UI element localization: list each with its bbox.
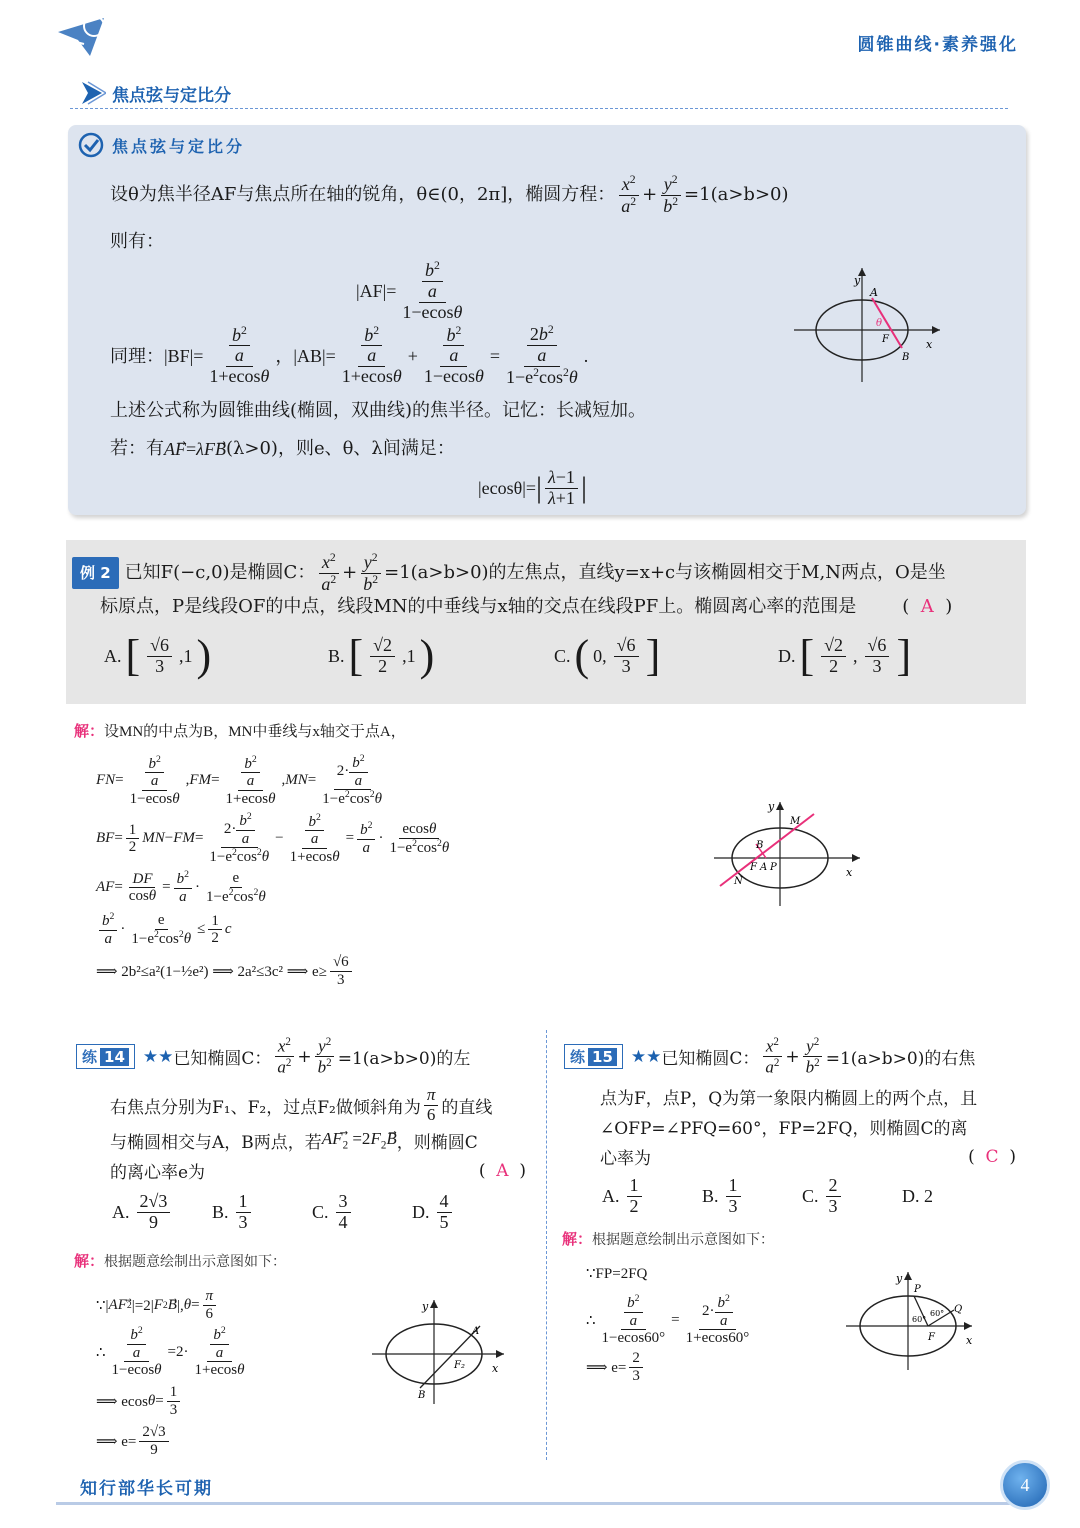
knowledge-title-text: 焦点弦与定比分 [112, 136, 246, 156]
solution-label: 解： [562, 1230, 593, 1248]
svg-text:P: P [770, 862, 777, 873]
knowledge-ratio-line: 若：有 AF⃗=λFB (λ>0)，则e、θ、λ间满足： [110, 436, 455, 462]
practice14-sol-eq2: ∴ $\frac{b^2}{a}$ 1−ecosθ =2· $\frac{b^2}{a}$ 1+ecosθ [96, 1325, 245, 1378]
knowledge-memo: 上述公式称为圆锥曲线(椭圆，双曲线)的焦半径。记忆：长减短加。 [110, 400, 647, 421]
practice15-answer: C [985, 1146, 999, 1167]
practice15-sol-eq3: ⟹ e= 2 3 [586, 1350, 646, 1384]
practice14-line3-text: 与椭圆相交与A，B两点，若 [110, 1133, 322, 1153]
example2-stem-a: 已知F(−c,0)是椭圆C： [124, 562, 316, 584]
svg-text:A: A [870, 286, 878, 299]
practice14-sol-eq4: ⟹ e= 2√3 9 [96, 1424, 172, 1458]
example-tag: 例 2 [72, 557, 119, 589]
footer-line [56, 1502, 1016, 1505]
svg-text:B: B [756, 840, 764, 851]
solution-intro-text: 根据题意绘制出示意图如下： [104, 1253, 287, 1270]
svg-text:F: F [882, 334, 889, 345]
svg-text:P: P [914, 1284, 921, 1295]
knowledge-line1-text: 设θ为焦半径AF与焦点所在轴的锐角，θ∈(0，2π]，椭圆方程： [110, 184, 616, 206]
svg-text:N: N [734, 876, 743, 887]
practice14-line3-b: ，则椭圆C [396, 1133, 478, 1153]
solution2-eq4: $b^2$ a · e $1-e^2\cos^2\theta$ ≤ 1 2 c [96, 912, 232, 947]
option-label: D. 2 [902, 1185, 933, 1206]
svg-text:F: F [750, 862, 757, 873]
page-number: 4 [1000, 1460, 1050, 1510]
practice14-line2-b: 的直线 [441, 1097, 493, 1118]
practice14-stem-a: 已知椭圆C： [173, 1049, 272, 1070]
example2-options [104, 631, 912, 680]
practice-tag-text: 练 [570, 1048, 586, 1067]
logo-icon [54, 10, 108, 62]
svg-text:Q: Q [954, 1304, 963, 1315]
solution-label: 解： [74, 1252, 105, 1270]
knowledge-title [78, 132, 245, 158]
svg-text:F: F [928, 1332, 935, 1343]
example2-stem-b: =1(a>b>0)的左焦点，直线y=x+c与该椭圆相交于M,N两点，O是坐 [384, 562, 946, 584]
svg-text:y: y [896, 1272, 903, 1285]
practice15-line4-text: 心率为 [600, 1149, 651, 1169]
svg-text:x: x [926, 338, 933, 351]
practice14-option-b[interactable]: B. 1 3 [212, 1192, 312, 1233]
practice15-sol-eq1: ∵FP=2FQ [586, 1266, 648, 1282]
ab-label: ，|AB|= [275, 345, 336, 366]
practice15-tag [564, 1044, 623, 1069]
knowledge-line1: 设θ为焦半径AF与焦点所在轴的锐角，θ∈(0，2π]，椭圆方程： $x^2$ $a^2$ + $\frac{y^2}{b^2}$ =1(a>b>0) [110, 173, 789, 216]
example2-option-c[interactable]: C. ( 0, √6 3 ] [554, 631, 661, 680]
option-label: A. [104, 645, 122, 666]
practice14-line3: 与椭圆相交与A，B两点，若 $AF_2⃗ =2F_2B$ ，则椭圆C [110, 1129, 478, 1153]
ellipse-diagram-practice14 [368, 1296, 514, 1406]
practice14-options [112, 1192, 455, 1233]
af-formula: |AF|= $\frac{\frac{b^2}{a}}{1-ecos\theta}$ [356, 259, 463, 322]
ratio-line-a: 若：有 [110, 438, 164, 459]
header-divider [70, 108, 1008, 109]
svg-text:60°: 60° [912, 1315, 927, 1324]
practice15-option-c[interactable]: C. 2 3 [802, 1176, 902, 1217]
practice14-line4: 的离心率e为 ( A ) [110, 1158, 526, 1183]
practice15-solution-intro [562, 1228, 774, 1249]
option-label: A. [602, 1185, 620, 1206]
difficulty-stars: ★★ [630, 1046, 662, 1067]
option-label: B. [328, 645, 345, 666]
solution2-intro [74, 720, 406, 741]
example2-stem-line1: 例 2 已知F(−c,0)是椭圆C： $x^2$ $a^2$ + $\frac{y^2}{b^2}$ =1(a>b>0)的左焦点，直线y=x+c与该椭圆相交于M,N两点，O是坐 [72, 552, 946, 595]
solution-intro-text: 根据题意绘制出示意图如下： [592, 1231, 775, 1248]
example2-option-a[interactable]: A. [ √6 3 ,1 ) [104, 631, 212, 680]
svg-text:A: A [760, 862, 768, 873]
practice15-line2: 点为F，点P，Q为第一象限内椭圆上的两个点，且 [600, 1089, 978, 1109]
svg-text:x: x [492, 1362, 499, 1375]
column-divider [546, 1030, 547, 1460]
solution2-eq1: FN = $\frac{b^2}{a}$ 1−ecosθ , FM = $\frac{b^2}{a}$ 1+ecosθ , MN = 2· $\frac{b^2}{a}$ $1-e^2\cos^2\theta$ [96, 753, 382, 807]
svg-text:B: B [902, 352, 910, 363]
practice14-stem-b: =1(a>b>0)的左 [337, 1049, 471, 1070]
solution2-eq5: ⟹ 2b²≤a²(1−½e²) ⟹ 2a²≤3c² ⟹ e≥ $\frac{√6}{3}$ [96, 954, 355, 988]
solution2-eq2: BF = 1 2 MN − FM = 2· $\frac{b^2}{a}$ $1-e^2\cos^2\theta$ − $\frac{b^2}{a}$ 1+ecosθ = $b^2$ a · ecosθ $1-e^2\cos^2\theta$ [96, 811, 450, 865]
practice14-sol-eq1: ∵| AF 2 ⃗|=2| F 2 B ⃗|, θ = π 6 [96, 1288, 219, 1322]
practice15-stem-b: =1(a>b>0)的右焦 [825, 1049, 976, 1070]
example2-stem-line2: 标原点，P是线段OF的中点，线段MN的中垂线与x轴的交点在线段PF上。椭圆离心率的范围是 ( A ) [100, 594, 952, 620]
ellipse-condition: =1(a>b>0) [684, 184, 789, 206]
difficulty-stars: ★★ [142, 1046, 174, 1067]
ellipse-diagram-practice15 [842, 1268, 982, 1372]
practice14-sol-eq3: ⟹ ecos θ = 1 3 [96, 1384, 183, 1418]
ellipse-diagram-knowledge [790, 262, 950, 386]
svg-text:y: y [422, 1300, 429, 1313]
option-label: C. [802, 1185, 819, 1206]
option-label: C. [554, 645, 571, 666]
example2-option-b[interactable]: B. [ √2 2 ,1 ) [328, 631, 435, 680]
practice14-option-c[interactable]: C. 3 4 [312, 1192, 412, 1233]
option-label: B. [702, 1185, 719, 1206]
check-circle-icon [78, 132, 104, 158]
svg-text:F₂: F₂ [454, 1360, 465, 1371]
ratio-line-b: (λ>0)，则e、θ、λ间满足： [225, 438, 455, 459]
svg-text:B: B [418, 1390, 426, 1401]
svg-text:x: x [846, 866, 853, 879]
bf-ab-formula: 同理：|BF|= $\frac{\frac{b^2}{a}}{1+ecos\theta}$ ，|AB|= $\frac{\frac{b^2}{a}}{1+ecos\theta}$ + $\frac{b^2}{a}$ 1−ecosθ = $\frac{2b^2}{a}$ $1-e^2\cos^2\theta$ . [110, 323, 589, 387]
option-label: C. [312, 1201, 329, 1222]
svg-text:x: x [966, 1334, 973, 1347]
practice15-stem-line1: 练 15 ★★ 已知椭圆C： $x^2$ $a^2$ + $\frac{y^2}{b^2}$ =1(a>b>0)的右焦 [564, 1036, 975, 1078]
practice14-line4-text: 的离心率e为 [110, 1163, 206, 1183]
example2-option-d[interactable]: D. [ √2 2 , √6 3 ] [778, 631, 912, 680]
practice-tag-text: 练 [82, 1048, 98, 1067]
practice14-solution-intro [74, 1250, 286, 1271]
practice14-option-d[interactable]: D. 4 5 [412, 1192, 455, 1233]
practice14-option-a[interactable]: A. 2√3 9 [112, 1192, 212, 1233]
practice15-stem-a: 已知椭圆C： [661, 1049, 760, 1070]
af-label: |AF|= [356, 281, 397, 302]
practice-tag-num: 15 [588, 1048, 617, 1066]
practice14-answer: A [496, 1160, 509, 1181]
footer-slogan: 知行部华长可期 [80, 1479, 213, 1499]
section-title-text: 焦点弦与定比分 [112, 85, 231, 106]
svg-text:y: y [854, 274, 861, 287]
svg-text:y: y [768, 800, 775, 813]
practice15-sol-eq2: ∴ $\frac{b^2}{a}$ 1−ecos60° = 2· $\frac{b^2}{a}$ 1+ecos60° [586, 1293, 750, 1346]
solution-label: 解： [74, 722, 105, 740]
section-title [80, 78, 231, 108]
header-title: 圆锥曲线·素养强化 [857, 35, 1018, 55]
option-label: A. [112, 1201, 130, 1222]
option-label: D. [412, 1201, 430, 1222]
bf-label: 同理：|BF|= [110, 345, 204, 366]
practice15-line4: 心率为 ( C ) [600, 1144, 1016, 1169]
example2-answer: A [920, 596, 934, 617]
svg-text:60°: 60° [930, 1309, 945, 1318]
svg-text:M: M [790, 816, 801, 827]
practice15-options [602, 1176, 933, 1217]
svg-text:θ: θ [876, 318, 883, 329]
option-label: B. [212, 1201, 229, 1222]
knowledge-line2: 则有： [110, 231, 164, 252]
practice-tag-num: 14 [100, 1048, 129, 1066]
solution2-line1: 设MN的中点为B，MN中垂线与x轴交于点A， [104, 724, 406, 740]
svg-text:A: A [472, 1326, 480, 1337]
practice14-line2: 右焦点分别为F₁、F₂，过点F₂做倾斜角为 π 6 的直线 [110, 1085, 493, 1124]
practice14-stem-line1: 练 14 ★★ 已知椭圆C： $x^2$ $a^2$ + $\frac{y^2}{b^2}$ =1(a>b>0)的左 [76, 1036, 470, 1078]
chevron-right-icon [80, 80, 106, 106]
ecos-formula: |ecosθ|= | λ−1 λ+1 | [478, 467, 587, 508]
option-label: D. [778, 645, 796, 666]
example2-stem-c: 标原点，P是线段OF的中点，线段MN的中垂线与x轴的交点在线段PF上。椭圆离心率的范围是 [100, 596, 857, 617]
practice14-line2-text: 右焦点分别为F₁、F₂，过点F₂做倾斜角为 [110, 1097, 421, 1118]
practice15-option-d[interactable] [902, 1186, 933, 1207]
practice15-option-a[interactable]: A. 1 2 [602, 1176, 702, 1217]
practice15-option-b[interactable]: B. 1 3 [702, 1176, 802, 1217]
ellipse-diagram-example2 [710, 796, 870, 908]
solution2-final: ⟹ 2b²≤a²(1−½e²) ⟹ 2a²≤3c² ⟹ e≥ [96, 963, 327, 980]
practice15-line3: ∠OFP=∠PFQ=60°，FP=2FQ，则椭圆C的离 [600, 1119, 968, 1139]
practice14-tag [76, 1044, 135, 1069]
ecos-label: |ecosθ|= [478, 478, 536, 499]
solution2-eq3: AF = DF cosθ = $b^2$ a · e $1-e^2\cos^2\theta$ [96, 869, 266, 905]
